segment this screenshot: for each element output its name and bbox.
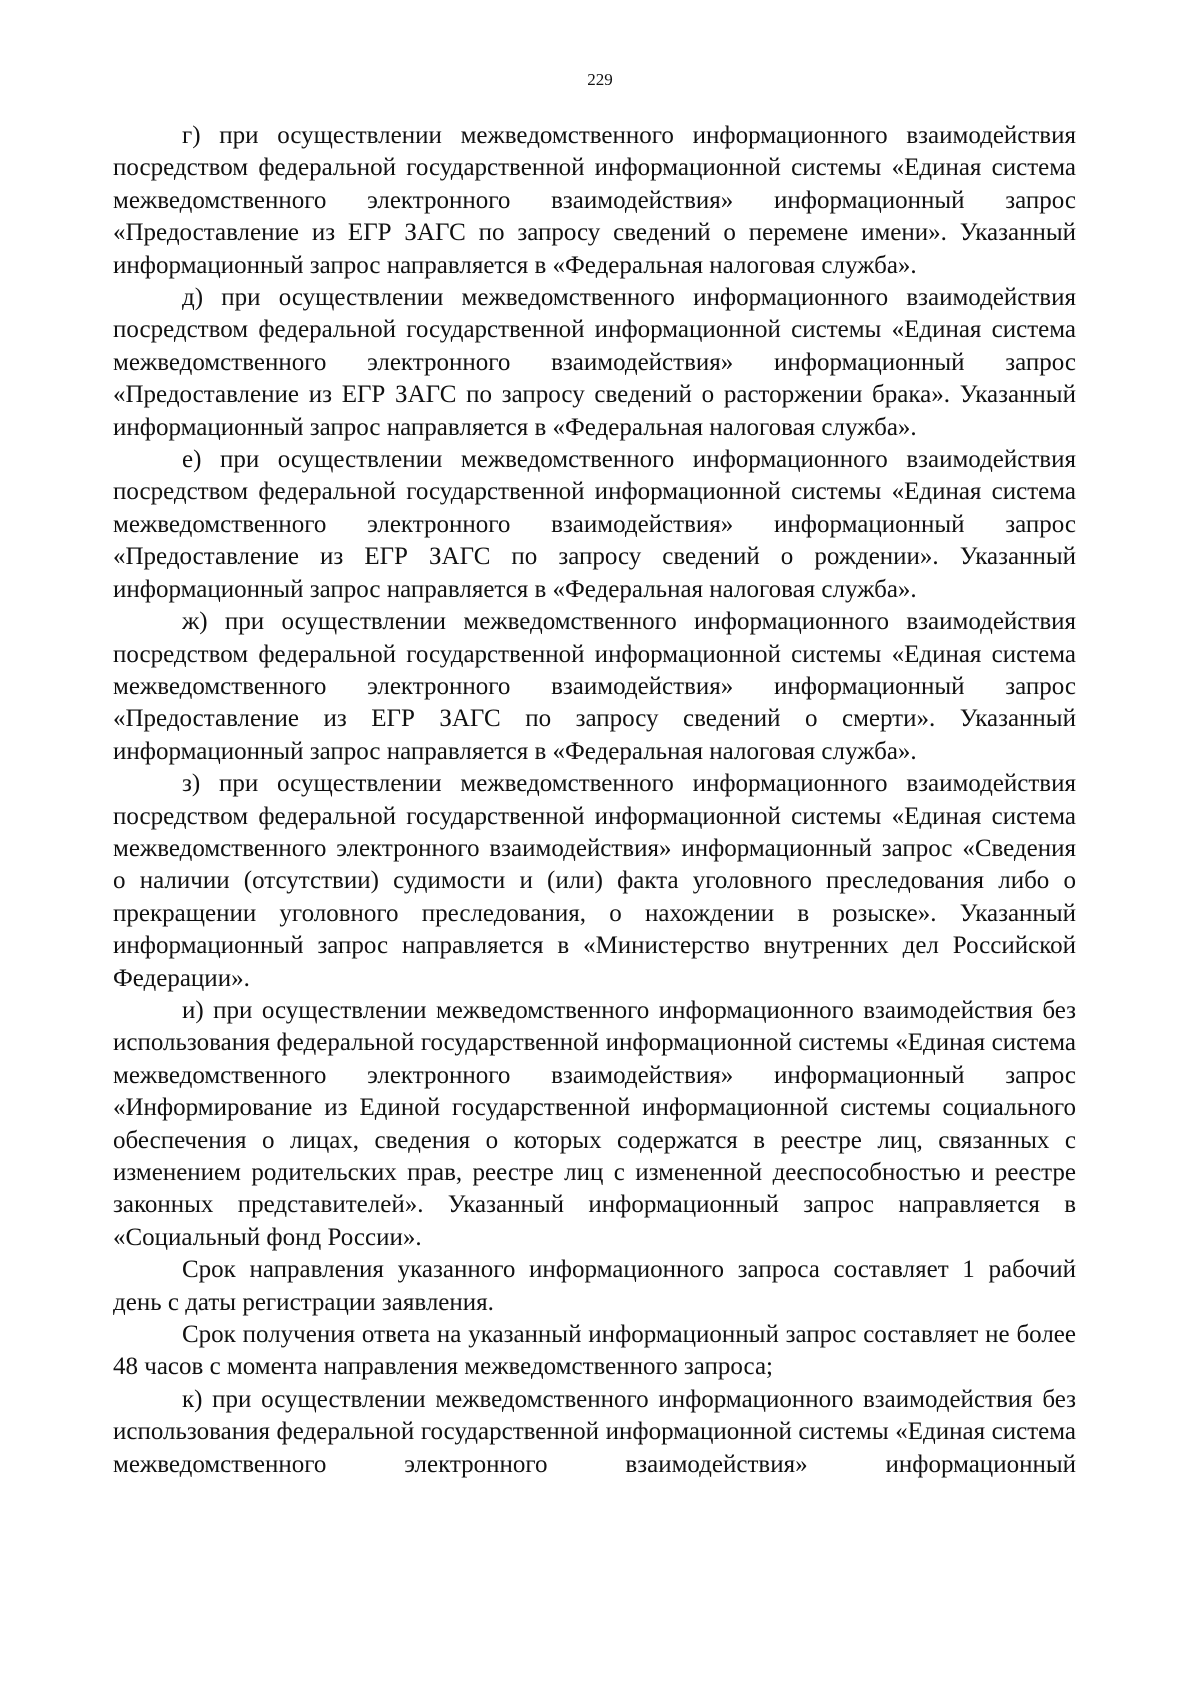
paragraph-k: к) при осуществлении межведомственного информационного взаимодействия без использования федеральной государственной информационной системы «Единая система межведомственного электронного взаимодействия» информационный [113,1385,1076,1478]
paragraph-request-deadline: Срок направления указанного информационного запроса составляет 1 рабочий день с даты регистрации заявления. [113,1256,1076,1316]
document-body [113,120,1076,1481]
paragraph-g: г) при осуществлении межведомственного информационного взаимодействия посредством федеральной государственной информационной системы «Единая система межведомственного электронного взаимодействия» информационный запрос «Предоставление из ЕГР ЗАГС по запросу сведений о перемене имени». Указанный информационный запрос направляется в «Федеральная налоговая служба». [113,122,1076,279]
paragraph-e: е) при осуществлении межведомственного информационного взаимодействия посредством федеральной государственной информационной системы «Единая система межведомственного электронного взаимодействия» информационный запрос «Предоставление из ЕГР ЗАГС по запросу сведений о рождении». Указанный информационный запрос направляется в «Федеральная налоговая служба». [113,446,1076,603]
paragraph-i: и) при осуществлении межведомственного информационного взаимодействия без использования федеральной государственной информационной системы «Единая система межведомственного электронного взаимодействия» информационный запрос «Информирование из Единой государственной информационной системы социального обеспечения о лицах, сведения о которых содержатся в реестре лиц, связанных с изменением родительских прав, реестре лиц с измененной дееспособностью и реестре законных представителей». Указанный информационный запрос направляется в «Социальный фонд России». [113,996,1076,1251]
paragraph-d: д) при осуществлении межведомственного информационного взаимодействия посредством федеральной государственной информационной системы «Единая система межведомственного электронного взаимодействия» информационный запрос «Предоставление из ЕГР ЗАГС по запросу сведений о расторжении брака». Указанный информационный запрос направляется в «Федеральная налоговая служба». [113,284,1076,441]
paragraph-zh: ж) при осуществлении межведомственного информационного взаимодействия посредством федеральной государственной информационной системы «Единая система межведомственного электронного взаимодействия» информационный запрос «Предоставление из ЕГР ЗАГС по запросу сведений о смерти». Указанный информационный запрос направляется в «Федеральная налоговая служба». [113,608,1076,765]
paragraph-response-deadline: Срок получения ответа на указанный информационный запрос составляет не более 48 часов с момента направления межведомственного запроса; [113,1321,1076,1381]
paragraph-z: з) при осуществлении межведомственного информационного взаимодействия посредством федеральной государственной информационной системы «Единая система межведомственного электронного взаимодействия» информационный запрос «Сведения о наличии (отсутствии) судимости и (или) факта уголовного преследования либо о прекращении уголовного преследования, о нахождении в розыске». Указанный информационный запрос направляется в «Министерство внутренних дел Российской Федерации». [113,770,1076,992]
page-number: 229 [587,70,613,89]
